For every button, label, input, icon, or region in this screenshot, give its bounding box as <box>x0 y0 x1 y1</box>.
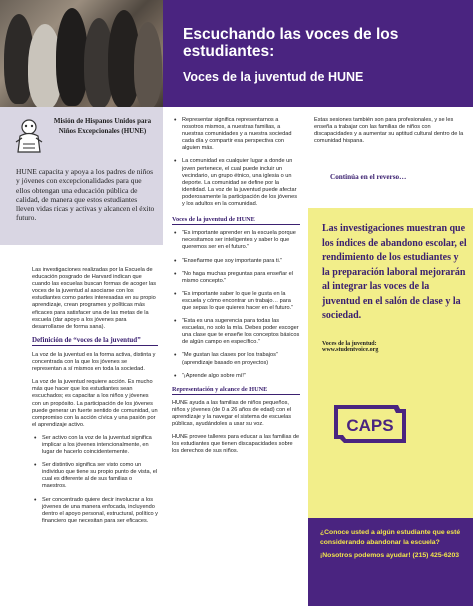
org-name: Misión de Hispanos Unidos para Niños Excepcionales (HUNE) <box>53 117 152 135</box>
outreach-heading: Representación y alcance de HUNE <box>172 386 300 395</box>
definition-list <box>32 435 158 525</box>
page-title: Escuchando las voces de los estudiantes: <box>183 26 399 60</box>
definition-list-continued <box>172 117 300 208</box>
definition-heading: Definición de “voces de la juventud” <box>32 337 158 346</box>
list-item: • La comunidad es cualquier lugar a donde un joven pertenece, el cual puede incluir un vecindario, un grupo étnico, una iglesia o un deporte. La comunidad se define por la identidad. La voz de la juventud puede afectar poderosamente la participación de los jóvenes y los adultos en la comunidad. <box>172 158 300 208</box>
quote-item: • “No haga muchas preguntas para enseñar el mismo concepto.” <box>172 271 300 285</box>
intro-paragraph: Las investigaciones realizadas por la Escuela de educación posgrado de Harvard indican que cuando las escuelas buscan formas de acoger las voces de la juventud al asociarse con los estudiantes como partes interesadas en su propio aprendizaje, crean programes y políticas más eficaces para satisfacer una de las metas de la escuela (dar apoyo a los jóvenes para desarrollarse de forma sana). <box>32 267 157 330</box>
list-item: • Ser distintivo significa ser visto como un individuo que tiene su propio punto de vista, el cual es diferente al de sus familias o maestros. <box>32 462 158 490</box>
quotes-list <box>172 230 300 380</box>
sessions-paragraph: Estas sesiones también son para profesionales, y se les enseña a trabajar con las familias de niños con discapacidades y a aumentar su aptitud cultural dentro de la comunidad hispana. <box>314 117 464 145</box>
column-left <box>32 267 158 531</box>
studentvoice-link[interactable]: www.studentvoice.org <box>322 346 379 353</box>
column-right <box>314 117 466 151</box>
workshops-paragraph: HUNE provee talleres para educar a las familias de los estudiantes que tienen discapacidades sobre los derechos de sus niños. <box>172 434 300 455</box>
hune-logo <box>14 118 44 156</box>
caps-logo <box>330 399 410 449</box>
dropout-question: ¿Conoce usted a algún estudiante que esté considerando abandonar la escuela? <box>320 529 461 546</box>
quote-item: • “Me gustan las clases por los trabajos” (aprendizaje basado en proyectos) <box>172 352 300 366</box>
list-item: • Ser activo con la voz de la juventud significa implicar a los jóvenes intencionalmente, en lugar de hacerlo coincidentemente. <box>32 435 158 456</box>
youth-voice-label: Voces de la juventud: <box>322 340 377 347</box>
list-item: • Representar significa representarnos a nosotros mismos, a nuestras familias, a nuestras comunidades y a nuestra sociedad cada día y compartir esa perspectiva con alguien más. <box>172 117 300 152</box>
org-description: HUNE capacita y apoya a los padres de niños y jóvenes con excepcionalidades para que ellos obtengan una educación pública de calidad, de manera que estos estudiantes lleven vidas ricas y activas y alcancen el éxito futuro. <box>16 167 155 223</box>
continued-note: Continúa en el reverso… <box>330 173 407 181</box>
quote-item: • “Enseñarme que soy importante para ti.” <box>172 258 300 265</box>
outreach-paragraph: HUNE ayuda a las familias de niños pequeños, niños y jóvenes (de 0 a 26 años de edad) con el aprendizaje y la navegar el sistema de escuelas públicas, ayudándoles a usar su voz. <box>172 399 292 428</box>
header-banner <box>163 0 473 107</box>
caps-logo-text: CAPS <box>346 416 394 435</box>
definition-paragraph: La voz de la juventud es la forma activa, distinta y concentrada con la que los jóvenes se representan a sí mismos en toda la sociedad. <box>32 351 156 373</box>
callout-text: Las investigaciones muestran que los índices de abandono escolar, el rendimiento de los estudiantes y la preparación laboral mejorarán al integrar las voces de la juventud en el salón de clase y la sociedad. <box>322 223 467 321</box>
quote-item: • “Es importante saber lo que le gusta en la escuela y cómo encontrar un trabajo… para que sepas lo que quieres hacer en el futuro.” <box>172 291 300 312</box>
quote-item: • “¡Aprende algo sobre mí!” <box>172 373 300 380</box>
action-paragraph: La voz de la juventud requiere acción. Es mucho más que hacer que los estudiantes sean escuchados; es capacitar a los niños y jóvenes con un propósito. La participación de los jóvenes puede generar un fuerte sentido de comunidad, un compromiso con la acción cívica y una pasión por el aprendizaje activo. <box>32 379 158 428</box>
list-item: • Ser concentrado quiere decir involucrar a los jóvenes de una manera enfocada, incluyendo dentro el apoyo personal, estructural, político y financiero que necesitan para ser eficaces. <box>32 497 158 525</box>
research-callout <box>308 208 473 518</box>
help-phone[interactable]: ¡Nosotros podemos ayudar! (215) 425-6203 <box>320 552 460 559</box>
quote-item: • “Esta es una sugerencia para todas las escuelas, no solo la mía. Debes poder escoger una clase que te enseñe los conceptos básicos de algún campo en específico.” <box>172 318 300 346</box>
quote-item: • “Es importante aprender en la escuela porque necesitamos ser inteligentes y saber lo que queremos ser en el futuro.” <box>172 230 300 251</box>
youth-voices-heading: Voces de la juventud de HUNE <box>172 216 300 225</box>
column-middle <box>172 117 300 461</box>
students-group-photo <box>0 0 163 107</box>
contact-box <box>308 518 473 606</box>
page-subtitle: Voces de la juventud de HUNE <box>183 70 364 84</box>
